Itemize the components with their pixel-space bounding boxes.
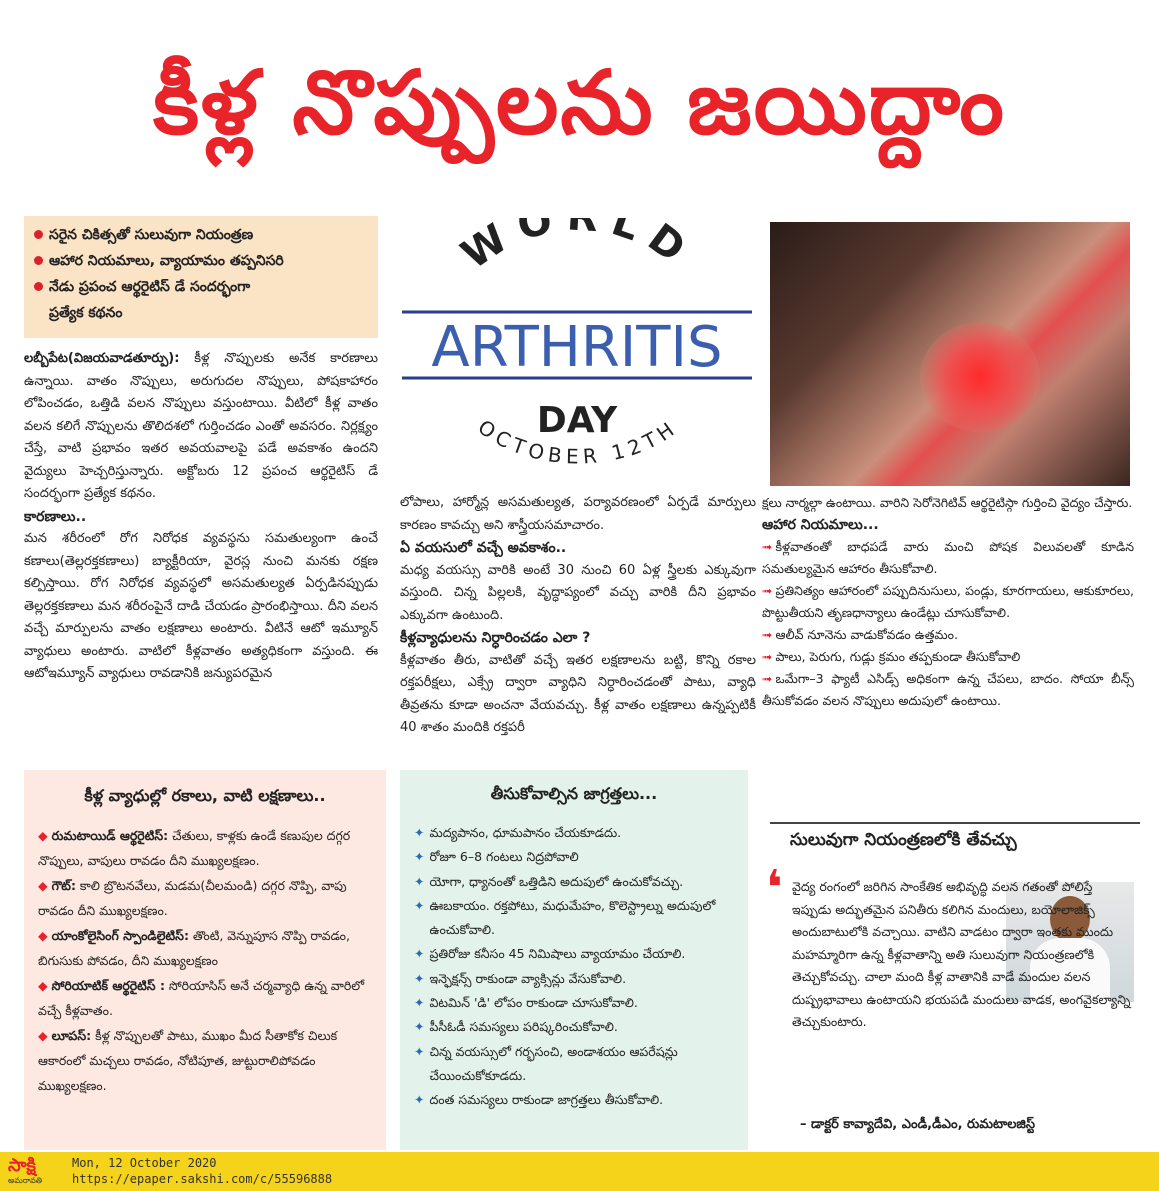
diet-item: ➟ ప్రతినిత్యం ఆహారంలో పప్పుదినుసులు, పండ్లు, కూరగాయలు, ఆకుకూరలు, పొట్టుతీయని తృణధాన్యాలు ఉండేట్లు చూసుకోవాలి. [762,583,1134,620]
logo-day-text: DAY [536,400,618,441]
type-item: ◆ యాంకోలైసింగ్ స్పాండిలైటిస్: తొంటి, వెన్నుపూస నొప్పి రావడం, బిగుసుకు పోవడం, దీని ముఖ్యలక్షణం [38,928,350,968]
dateline: లబ్బీపేట(విజయవాడతూర్పు): [24,351,180,366]
arrow-icon: ➟ [762,583,773,598]
bullet-dot-icon [34,282,43,291]
star-bullet-icon: ✦ [414,1019,425,1035]
highlight-item: ప్రత్యేక కథనం [49,305,123,321]
star-bullet-icon: ✦ [414,1092,425,1108]
bullet-dot-icon [34,230,43,239]
diet-item: ➟ ఒమేగా–3 ఫ్యాటీ ఎసిడ్స్ అధికంగా ఉన్న చేపలు, బాదం. సోయా బీన్స్ తీసుకోవడం వలన నొప్పులు అదుపులో ఉంటాయి. [762,671,1134,708]
precaution-item: ✦ ప్రతిరోజు కనీసం 45 నిమిషాలు వ్యాయామం చేయాలి. [414,942,734,966]
quote-attribution: – డాక్టర్ కావ్యాదేవి, ఎండీ,డీఎం, రుమటాలజిస్ట్ [800,1117,1036,1132]
col2-para-2: మధ్య వయస్సు వారికి అంటే 30 నుంచి 60 ఏళ్ల స్త్రీలకు ఎక్కువుగా వస్తుంది. చిన్న పిల్లలకి, వృద్ధాప్యంలో వచ్చు వారికి దీని ప్రభావం ఎక్కువగా ఉంటుంది. [400,562,756,623]
precaution-item: ✦ రోజూ 6–8 గంటలు నిద్రపోవాలి [414,845,734,869]
highlights-box [24,216,378,338]
diet-heading: ఆహార నియమాలు... [762,517,879,533]
arrow-icon: ➟ [762,539,773,554]
star-bullet-icon: ✦ [414,825,425,840]
star-bullet-icon: ✦ [414,1043,425,1059]
headline: కీళ్ల నొప్పులను జయిద్దాం [153,51,1006,154]
col2-para-3: కీళ్లవాతం తీరు, వాటితో వచ్చే ఇతర లక్షణాలను బట్టి, కొన్ని రకాల రక్తపరీక్షలు, ఎక్స్రే ద్వారా వ్యాధిని నిర్ధారించడంతో పాటు, వ్యాధి తీవ్రతను కూడా అంచనా వేయవచ్చు. కీళ్ల వాతం లక్షణాలు ఉన్నప్పటికీ 40 శాతం మందికి రక్తపరీ [400,652,756,735]
precaution-item: ✦ విటమిన్ 'డి' లోపం రాకుండా చూసుకోవాలి. [414,991,734,1015]
types-box-title: కీళ్ల వ్యాధుల్లో రకాలు, వాటి లక్షణాలు.. [84,786,326,805]
type-item: ◆ లూపస్: కీళ్ల నొప్పులతో పాటు, ముఖం మీద సీతాకోక చిలుక ఆకారంలో మచ్చలు రావడం, నోటిపూత, జుట్టురాలిపోవడం ముఖ్యలక్షణం. [38,1028,338,1093]
type-item: ◆ రుమటాయిడ్ ఆర్థరైటిస్: చేతులు, కాళ్లకు ఉండే కణుపుల దగ్గర నొప్పులు, వాపులు రావడం దీని ముఖ్యలక్షణం. [38,828,351,868]
arrow-icon: ➟ [762,671,773,686]
intro-text: కీళ్ల నొప్పులకు అనేక కారణాలు ఉన్నాయి. వాతం నొప్పులు, అరుగుదల నొప్పులు, పోషకాహారం లోపించడం, ఒత్తిడి వలన నొప్పులు వస్తుంటాయి. వీటిలో కీళ్ల వాతం వలన కలిగే నొప్పులను తొలిదశలో గుర్తించడం ఎంతో అవసరం. నిర్లక్ష్యం చేస్తే, వాటి ప్రభావం ఇతర అవయవాలపై పడే అవకాశం ఉందని వైద్యులు హెచ్చరిస్తున్నారు. అక్టోబరు 12 ప్రపంచ ఆర్థరైటిస్ డే సందర్భంగా ప్రత్యేక కథనం. [24,351,378,501]
quote-mark-icon: ❛ [766,860,783,916]
precautions-box [400,770,748,1150]
diet-item: ➟ కీళ్లవాతంతో బాధపడే వారు మంచి పోషక విలువలతో కూడిన సమతుల్యమైన ఆహారం తీసుకోవాలి. [762,539,1134,576]
footer-bar [0,1152,1159,1191]
quote-title: సులువుగా నియంత్రణలోకి తేవచ్చు [770,822,1140,854]
type-item: ◆ సోరియాటిక్ ఆర్థరైటిస్ : సోరియాసిస్ అనే చర్మవ్యాధి ఉన్న వారిలో వచ్చే కీళ్లవాతం. [38,978,365,1018]
col2-para-1: లోపాలు, హార్మోన్ల అసమతుల్యత, పర్యావరణంలో ఏర్పడే మార్పులు కారణం కావచ్చు అని శాస్త్రీయసమాచారం. [400,495,756,533]
star-bullet-icon: ✦ [414,970,425,986]
precaution-item: ✦ పీసీఓడీ సమస్యలు పరిష్కరించుకోవాలి. [414,1015,734,1039]
diamond-bullet-icon: ◆ [38,1028,48,1043]
causes-text: మన శరీరంలో రోగ నిరోధక వ్యవస్థను సమతుల్యంగా ఉంచే కణాలు(తెల్లరక్తకణాలు) బ్యాక్టీరియా, వైరస్ల నుంచి మనకు రక్షణ కల్పిస్తాయి. రోగ నిరోధక వ్యవస్థలో అసమతుల్యత ఏర్పడినప్పుడు తెల్లరక్తకణాలు మన శరీరంపైనే దాడి చేయడం ప్రారంభిస్తాయి. దీని వలన వచ్చే మార్పులను వాతం లక్షణాలు అంటారు. వీటినే ఆటో ఇమ్యూన్ వ్యాధులు అంటారు. వాటిలో కీళ్లవాతం అత్యధికంగా వస్తుంది. ఈ ఆటోఇమ్యూన్ వ్యాధులు రావడానికి జన్యుపరమైన [24,531,378,681]
precaution-item: ✦ ఊబకాయం. రక్తపోటు, మధుమేహం, కొలెస్ట్రాల్ను అదుపులో ఉంచుకోవాలి. [414,894,734,943]
diet-item: ➟ ఆలీవ్ నూనెను వాడుకోవడం ఉత్తమం. [762,627,958,642]
precautions-box-title: తీసుకోవాల్సిన జాగ్రత్తలు... [490,784,658,803]
precaution-item: ✦ ఇన్ఫెక్షన్స్ రాకుండా వ్యాక్సిన్లు వేసుకోవాలి. [414,967,734,991]
precaution-item: ✦ దంత సమస్యలు రాకుండా జాగ్రత్తలు తీసుకోవాలి. [414,1088,734,1112]
diamond-bullet-icon: ◆ [38,878,48,893]
star-bullet-icon: ✦ [414,995,425,1011]
logo-date-text: OCTOBER 12TH [473,414,683,469]
arthritis-logo-graphic [398,218,756,488]
highlight-item: ఆహార నియమాలు, వ్యాయామం తప్పనిసరి [34,248,368,274]
age-heading: ఏ వయసులో వచ్చే అవకాశం.. [400,540,567,556]
diet-item: ➟ పాలు, పెరుగు, గుడ్లు క్రమం తప్పకుండా తీసుకోవాలి [762,649,1021,664]
col3-para-1: క్షలు నార్మల్గా ఉంటాయి. వారిని సెరోనెగిటివ్ ఆర్థరైటిస్గా గుర్తించి వైద్యం చేస్తారు. [762,495,1133,510]
knee-pain-photo [770,222,1130,486]
arthritis-types-box [24,770,386,1150]
precaution-item: ✦ యోగా, ధ్యానంతో ఒత్తిడిని అదుపులో ఉంచుకోవచ్చు. [414,870,734,894]
star-bullet-icon: ✦ [414,873,425,889]
sakshi-logo: సాక్షి అమరావతి [8,1155,43,1185]
article-column-2 [400,492,756,740]
footer-url[interactable]: https://epaper.sakshi.com/c/55596888 [72,1172,333,1186]
star-bullet-icon: ✦ [414,849,425,865]
article-column-3 [762,492,1134,712]
highlight-item: సరైన చికిత్సతో సులువుగా నియంత్రణ [34,222,368,248]
precaution-item: ✦ చిన్న వయస్సులో గర్భసంచి, అండాశయం ఆపరేషన్లు చేయించుకోకూడదు. [414,1040,734,1089]
diamond-bullet-icon: ◆ [38,928,48,943]
logo-arthritis-text: ARTHRITIS [431,315,723,380]
bullet-dot-icon [34,256,43,265]
diamond-bullet-icon: ◆ [38,828,48,843]
arrow-icon: ➟ [762,649,773,664]
diamond-bullet-icon: ◆ [38,978,48,993]
logo-world-text: WO LD [453,218,704,279]
highlight-item: నేడు ప్రపంచ ఆర్థరైటిస్ డే సందర్భంగా [34,274,368,300]
arrow-icon: ➟ [762,627,773,642]
precaution-item: ✦ మద్యపానం, ధూమపానం చేయకూడదు. [414,821,734,845]
quote-body: వైద్య రంగంలో జరిగిన సాంకేతిక అభివృద్ధి వలన గతంతో పోలిస్తే ఇప్పుడు అద్భుతమైన పనితీరు కలిగిన మందులు, బయోలాజిక్స్ అందుబాటులోకి వచ్చాయి. వాటిని వాడటం ద్వారా ఇంతకు ముందు మహమ్మారిగా ఉన్న కీళ్లవాతాన్ని అతి సులువుగా నియంత్రణలోకి తెచ్చుకోవచ్చు. చాలా మంది కీళ్ల వాతానికి వాడే మందుల వలన దుష్ప్రభావాలు ఉంటాయని భయపడి మందులు వాడక, అంగవైకల్యాన్ని తెచ్చుకుంటారు. [792,879,1131,1029]
quote-body-top [792,876,1131,1034]
footer-date: Mon, 12 October 2020 [72,1156,217,1170]
article-column-1 [24,348,378,686]
world-arthritis-day-logo [398,218,756,488]
diagnosis-heading: కీళ్లవ్యాధులను నిర్ధారించడం ఎలా ? [400,630,591,646]
footer-meta [72,1155,332,1187]
inflamed-knee-highlight [920,322,1040,432]
star-bullet-icon: ✦ [414,946,425,962]
star-bullet-icon: ✦ [414,897,425,913]
type-item: ◆ గౌట్: కాలి బ్రొటనవేలు, మడమ(చీలమండి) దగ్గర నొప్పి, వాపు రావడం దీని ముఖ్యలక్షణం. [38,878,347,918]
causes-heading: కారణాలు.. [24,508,87,525]
